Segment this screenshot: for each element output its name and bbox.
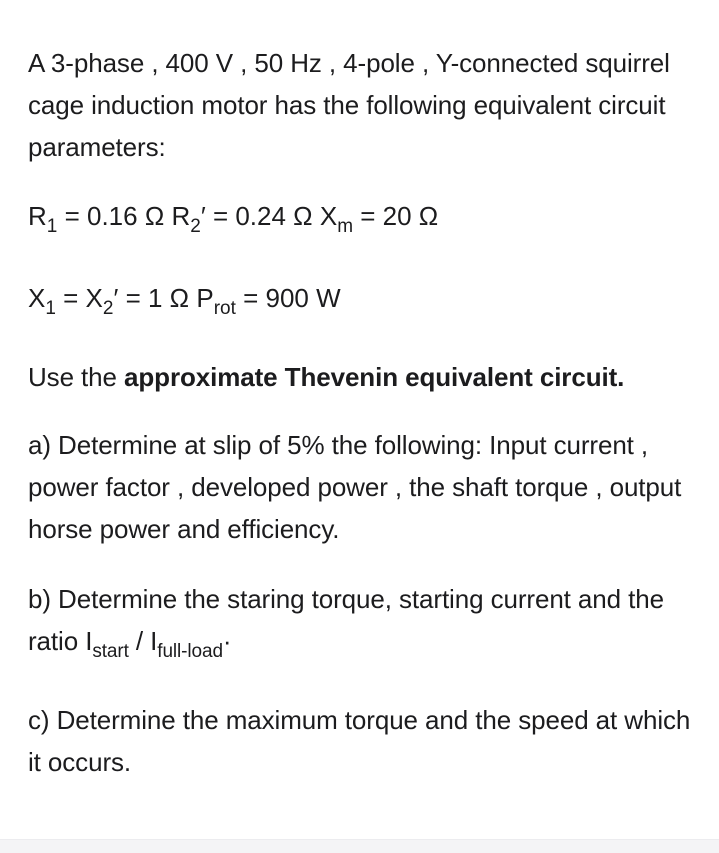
prot-value: = 900 W xyxy=(235,283,341,313)
r1-symbol: R xyxy=(28,201,47,231)
part-c: c) Determine the maximum torque and the speed at which it occurs. xyxy=(28,705,691,777)
instruction-bold: approximate Thevenin equivalent circuit. xyxy=(124,362,625,392)
r1-subscript: 1 xyxy=(46,216,58,237)
x1-subscript: 1 xyxy=(45,298,56,319)
instruction-line xyxy=(28,356,698,398)
part-b-fullload-subscript: full-load xyxy=(157,641,223,662)
parameters-line-1 xyxy=(28,196,438,236)
part-b xyxy=(28,578,698,662)
problem-intro: A 3-phase , 400 V , 50 Hz , 4-pole , Y-connected squirrel cage induction motor has the following equivalent circuit parameters: xyxy=(28,48,670,162)
part-b-text: b) Determine the staring torque, starting current and the ratio I xyxy=(28,584,664,656)
parameters-line-2 xyxy=(28,278,341,318)
x2-subscript: 2 xyxy=(102,298,114,319)
part-a: a) Determine at slip of 5% the following: Input current , power factor , developed power , the shaft torque , output horse power and efficiency. xyxy=(28,430,682,544)
prot-subscript: rot xyxy=(213,298,236,319)
x2-value: ′ = 1 Ω xyxy=(113,283,197,313)
prot-symbol: P xyxy=(196,283,214,313)
r2-symbol: R xyxy=(171,201,191,231)
part-b-start-subscript: start xyxy=(92,641,129,662)
xm-value: = 20 Ω xyxy=(353,201,439,231)
r1-value: = 0.16 Ω xyxy=(57,201,172,231)
x1-symbol: X xyxy=(28,283,46,313)
x1-equals-x2: = X xyxy=(55,283,103,313)
r2-value: ′ = 0.24 Ω xyxy=(200,201,320,231)
xm-symbol: X xyxy=(319,201,338,231)
part-b-divider: / I xyxy=(128,626,158,656)
r2-subscript: 2 xyxy=(190,216,201,237)
instruction-prefix: Use the xyxy=(28,362,125,392)
xm-subscript: m xyxy=(337,216,354,237)
bottom-edge xyxy=(0,839,719,853)
part-b-end: · xyxy=(222,626,232,656)
